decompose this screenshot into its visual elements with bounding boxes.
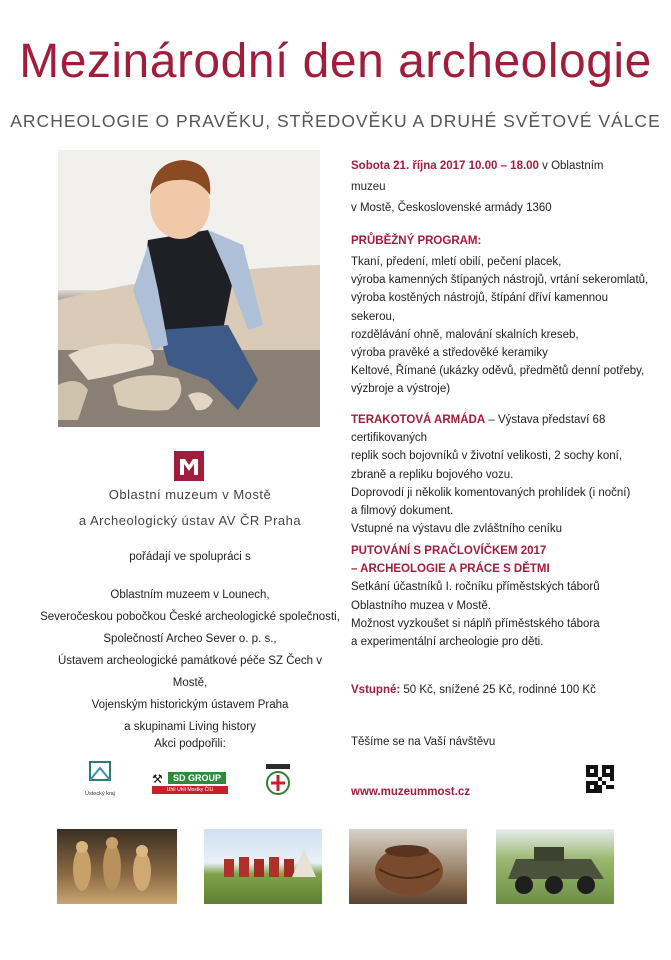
event-date-time: Sobota 21. října 2017 10.00 – 18.00 <box>351 160 539 172</box>
partner-item: Oblastním muzeem v Lounech, <box>110 589 270 601</box>
armored-car <box>496 829 614 904</box>
museum-logo-mark <box>174 451 204 481</box>
terakota-heading: TERAKOTOVÁ ARMÁDA <box>351 414 486 426</box>
event-place-2: v Mostě, Československé armády 1360 <box>351 202 552 214</box>
organizer-line-2: a Archeologický ústav AV ČR Praha <box>78 513 302 528</box>
event-info <box>351 156 641 219</box>
roman-soldiers <box>204 829 322 904</box>
closing-line: Těšíme se na Vaší návštěvu <box>351 736 496 748</box>
boy-photo <box>58 150 320 427</box>
putovani-section <box>351 542 651 651</box>
putovani-line: Možnost vyzkoušet si náplň příměstského tábora <box>351 617 600 630</box>
sd-group-logo <box>152 772 228 794</box>
terakota-line: Vstupné na výstavu dle zvláštního ceníku <box>351 523 562 536</box>
program-line: rozdělávání ohně, malování skalních kreseb, <box>351 328 579 341</box>
event-place-1: v Oblastním muzeu <box>351 160 604 193</box>
partner-item: Severočeskou pobočkou České archeologické společnosti, <box>40 611 340 623</box>
program-line: výroba kostěných nástrojů, štípání dříví kamennou sekerou, <box>351 292 608 323</box>
living-history-photo <box>204 829 322 904</box>
program-line: výroba kamenných štípaných nástrojů, vrtání sekeromlatů, <box>351 274 649 287</box>
admission-label: Vstupné: <box>351 684 401 696</box>
terracotta-army-photo <box>57 829 177 904</box>
admission-info <box>351 681 596 699</box>
terakota-line: replik soch bojovníků v životní velikosti, 2 sochy koní, <box>351 450 623 463</box>
museum-logo <box>174 451 204 481</box>
usti-region-logo <box>84 760 116 796</box>
organizer-line-1: Oblastní muzeum v Mostě <box>108 487 272 502</box>
partner-item: a skupinami Living history <box>124 721 256 733</box>
pottery-photo <box>349 829 467 904</box>
sd-group-name: SD GROUP <box>168 772 226 784</box>
sponsors-label: Akci podpořili: <box>154 738 226 750</box>
sd-group-subline: Uhlí Uhlí Mostky ČIU <box>152 786 228 794</box>
boy-photo-illustration <box>58 150 320 427</box>
qr-code-icon <box>586 765 614 793</box>
usti-region-label: Ústecký kraj <box>85 791 115 797</box>
putovani-line: Setkání účastníků I. ročníku příměstských táborů <box>351 581 600 594</box>
military-vehicle-photo <box>496 829 614 904</box>
cooperation-intro: pořádají ve spolupráci s <box>129 551 251 563</box>
program-line: Tkaní, předení, mletí obilí, pečení placek, <box>351 256 562 268</box>
terracotta-figures <box>57 829 177 904</box>
terakota-section <box>351 411 651 538</box>
terakota-line: Doprovodí ji několik komentovaných prohlídek (i noční) <box>351 486 631 499</box>
usti-region-icon <box>84 760 116 786</box>
putovani-line: a experimentální archeologie pro děti. <box>351 636 544 649</box>
terakota-line: – Výstava představí 68 certifikovaných <box>351 414 606 445</box>
military-history-logo <box>264 764 292 798</box>
hammer-pick-icon: ⚒ <box>152 772 163 786</box>
program-list <box>351 253 651 399</box>
program-heading: PRŮBĚŽNÝ PROGRAM: <box>351 235 482 247</box>
partner-item: Vojenským historickým ústavem Praha <box>91 699 289 711</box>
emblem-icon <box>264 764 292 798</box>
admission-prices: 50 Kč, snížené 25 Kč, rodinné 100 Kč <box>400 684 596 696</box>
qr-code[interactable] <box>586 765 614 793</box>
partner-item: Ústavem archeologické památkové péče SZ Čech v Mostě, <box>58 655 322 689</box>
ancient-pot <box>349 829 467 904</box>
putovani-line: Oblastního muzea v Mostě. <box>351 599 491 612</box>
program-line: výroba pravěké a středověké keramiky <box>351 347 548 360</box>
program-line: Keltové, Římané (ukázky oděvů, předmětů denní potřeby, <box>351 365 645 378</box>
putovani-heading-1: PUTOVÁNÍ S PRAČLOVÍČKEM 2017 <box>351 545 547 557</box>
putovani-heading-2: – ARCHEOLOGIE A PRÁCE S DĚTMI <box>351 563 550 576</box>
terakota-line: zbraně a repliku bojového vozu. <box>351 468 514 481</box>
program-line: výzbroje a výstroje) <box>351 383 451 396</box>
website-link[interactable]: www.muzeummost.cz <box>351 786 471 798</box>
poster-title: Mezinárodní den archeologie <box>19 35 652 88</box>
partners-list <box>40 584 340 738</box>
partner-item: Společností Archeo Sever o. p. s., <box>103 633 277 645</box>
poster-subtitle: ARCHEOLOGIE O PRAVĚKU, STŘEDOVĚKU A DRUHÉ SVĚTOVÉ VÁLCE <box>10 111 661 131</box>
terakota-line: a filmový dokument. <box>351 505 454 518</box>
